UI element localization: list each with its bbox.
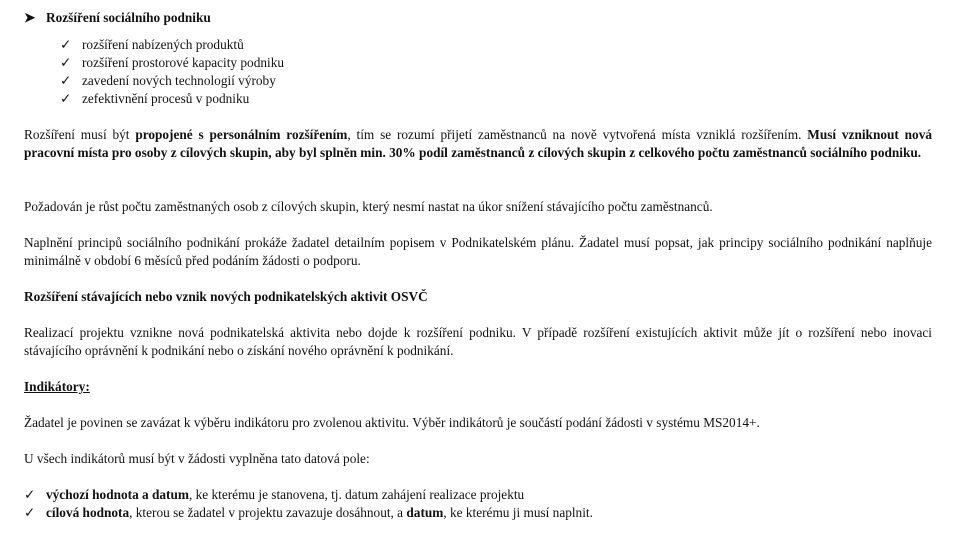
text: Realizací projektu vznikne nová podnikatelská aktivita nebo dojde k rozšíření podniku. V případě rozšíření existujících aktivit může jít o rozšíření nebo inovaci stávajícího oprávnění k podnikání nebo o získání nového oprávnění k podnikání.	[24, 325, 932, 358]
bold-text: Musí vzniknout nová pracovní místa pro osoby z cílových skupin, aby byl splněn min. 30% podíl zaměstnanců z cílových skupin z celkového počtu zaměstnanců sociálního podniku.	[24, 127, 932, 160]
text: , tím se rozumí přijetí zaměstnanců na nově vytvořená místa vzniklá rozšířením.	[347, 127, 808, 142]
check-icon: ✓	[60, 91, 72, 106]
list-item-text: zavedení nových technologií výroby	[82, 73, 276, 88]
check-icon: ✓	[24, 487, 36, 502]
list-item	[60, 54, 284, 72]
text: Rozšíření stávajících nebo vznik nových podnikatelských aktivit OSVČ	[24, 289, 428, 304]
bold-text: datum	[406, 505, 444, 520]
check-list	[60, 36, 284, 108]
list-item	[60, 90, 284, 108]
paragraph-realization	[24, 324, 932, 360]
text: Rozšíření musí být	[24, 127, 136, 142]
paragraph-growth	[24, 198, 932, 216]
section-title: Rozšíření sociálního podniku	[46, 10, 211, 25]
check-icon: ✓	[60, 37, 72, 52]
paragraph-fields	[24, 450, 932, 468]
text: , ke kterému je stanovena, tj. datum zahájení realizace projektu	[188, 487, 525, 502]
bold-text: cílová hodnota	[46, 505, 130, 520]
list-item-text: rozšíření prostorové kapacity podniku	[82, 55, 284, 70]
text: Naplnění principů sociálního podnikání prokáže žadatel detailním popisem v Podnikatelském plánu. Žadatel musí popsat, jak principy sociálního podnikání naplňuje minimálně v období 6 měsíců před podáním žádosti o podporu.	[24, 235, 932, 268]
list-item	[60, 72, 284, 90]
heading-osvc	[24, 288, 932, 306]
check-icon: ✓	[24, 505, 36, 520]
list-item	[24, 504, 593, 522]
list-item	[24, 486, 593, 504]
heading-indicators	[24, 378, 932, 396]
text: U všech indikátorů musí být v žádosti vyplněna tato datová pole:	[24, 451, 370, 466]
text: Požadován je růst počtu zaměstnaných osob z cílových skupin, který nesmí nastat na úkor snížení stávajícího počtu zaměstnanců.	[24, 199, 713, 214]
paragraph-indicators	[24, 414, 932, 432]
paragraph-requirements	[24, 126, 932, 162]
text: Žadatel je povinen se zavázat k výběru indikátoru pro zvolenou aktivitu. Výběr indikátorů je součástí podání žádosti v systému MS2014+.	[24, 415, 760, 430]
check-icon: ✓	[60, 55, 72, 70]
section-heading	[24, 9, 211, 27]
list-item-text: zefektivnění procesů v podniku	[82, 91, 250, 106]
text: , ke kterému ji musí naplnit.	[443, 505, 593, 520]
list-item	[60, 36, 284, 54]
list-item-text: rozšíření nabízených produktů	[82, 37, 244, 52]
arrow-bullet-icon: ➤	[24, 10, 36, 25]
fields-list	[24, 486, 593, 522]
paragraph-principles	[24, 234, 932, 270]
text: , kterou se žadatel v projektu zavazuje dosáhnout, a	[129, 505, 407, 520]
bold-text: výchozí hodnota a datum	[46, 487, 189, 502]
text: Indikátory:	[24, 379, 90, 394]
check-icon: ✓	[60, 73, 72, 88]
bold-text: propojené s personálním rozšířením	[135, 127, 348, 142]
